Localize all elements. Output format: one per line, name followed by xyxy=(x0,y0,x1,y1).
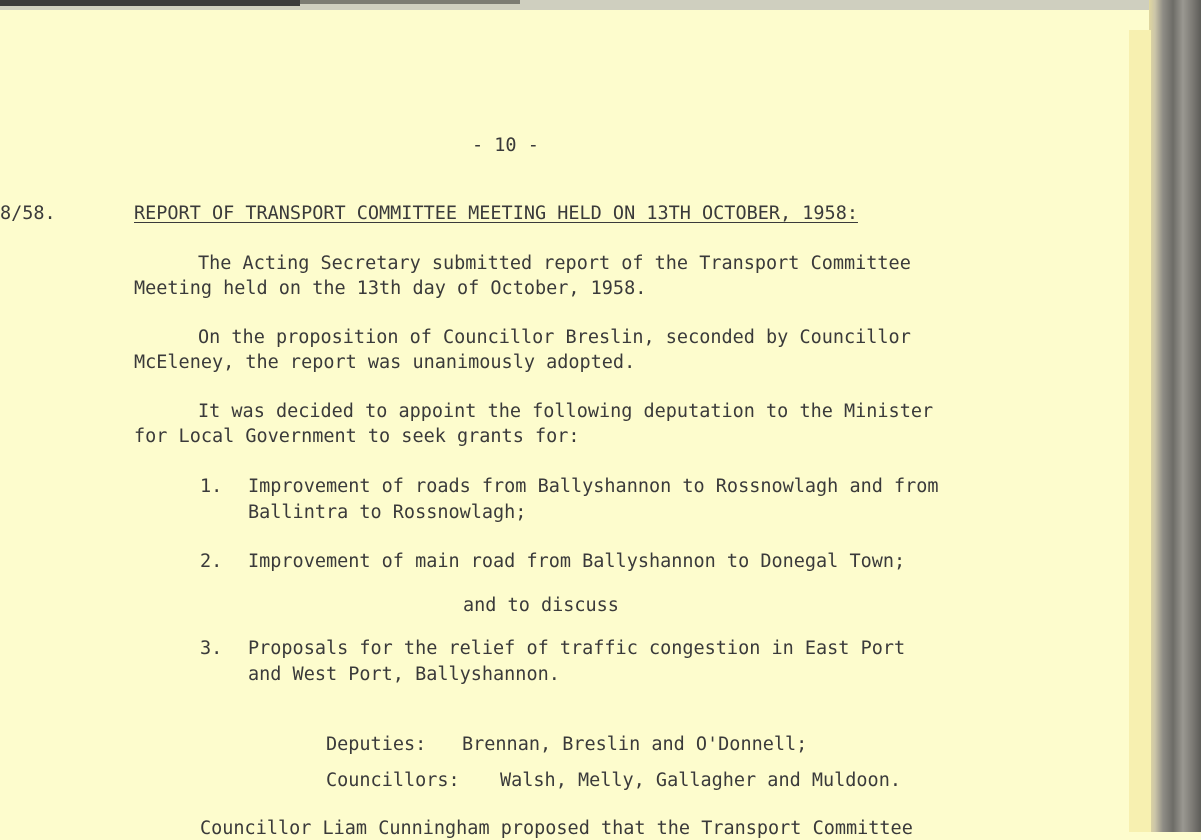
paragraph-2-line-2: McEleney, the report was unanimously adopted. xyxy=(134,352,636,373)
list-item-number: 2. xyxy=(200,551,223,572)
list-item-number: 1. xyxy=(200,476,223,497)
list-item-text-continued: Ballintra to Rossnowlagh; xyxy=(248,502,527,523)
councillors-names: Walsh, Melly, Gallagher and Muldoon. xyxy=(500,770,901,791)
paragraph-1-line-2: Meeting held on the 13th day of October, 1958. xyxy=(134,278,647,299)
deputies-names: Brennan, Breslin and O'Donnell; xyxy=(462,734,808,755)
page-number: - 10 - xyxy=(472,135,539,156)
page-top-edge xyxy=(0,0,1160,10)
list-item-text: Improvement of roads from Ballyshannon to Rossnowlagh and from xyxy=(248,476,939,497)
list-item-number: 3. xyxy=(200,638,223,659)
and-to-discuss: and to discuss xyxy=(463,595,619,616)
deputies-label: Deputies: xyxy=(326,734,427,755)
list-item-text: Improvement of main road from Ballyshannon to Donegal Town; xyxy=(248,551,906,572)
list-item-text-continued: and West Port, Ballyshannon. xyxy=(248,664,560,685)
councillors-label: Councillors: xyxy=(326,770,460,791)
paragraph-2-line-1: On the proposition of Councillor Breslin, seconded by Councillor xyxy=(198,327,911,348)
paragraph-1-line-1: The Acting Secretary submitted report of the Transport Committee xyxy=(198,253,911,274)
list-item-text: Proposals for the relief of traffic congestion in East Port xyxy=(248,638,906,659)
book-binding xyxy=(1149,0,1201,832)
paragraph-3-line-2: for Local Government to seek grants for: xyxy=(134,426,580,447)
section-heading: REPORT OF TRANSPORT COMMITTEE MEETING HELD ON 13TH OCTOBER, 1958: xyxy=(134,203,858,224)
cut-off-paragraph-line: Councillor Liam Cunningham proposed that the Transport Committee xyxy=(200,818,913,839)
paragraph-3-line-1: It was decided to appoint the following deputation to the Minister xyxy=(198,401,934,422)
minute-number: 8/58. xyxy=(0,203,56,224)
